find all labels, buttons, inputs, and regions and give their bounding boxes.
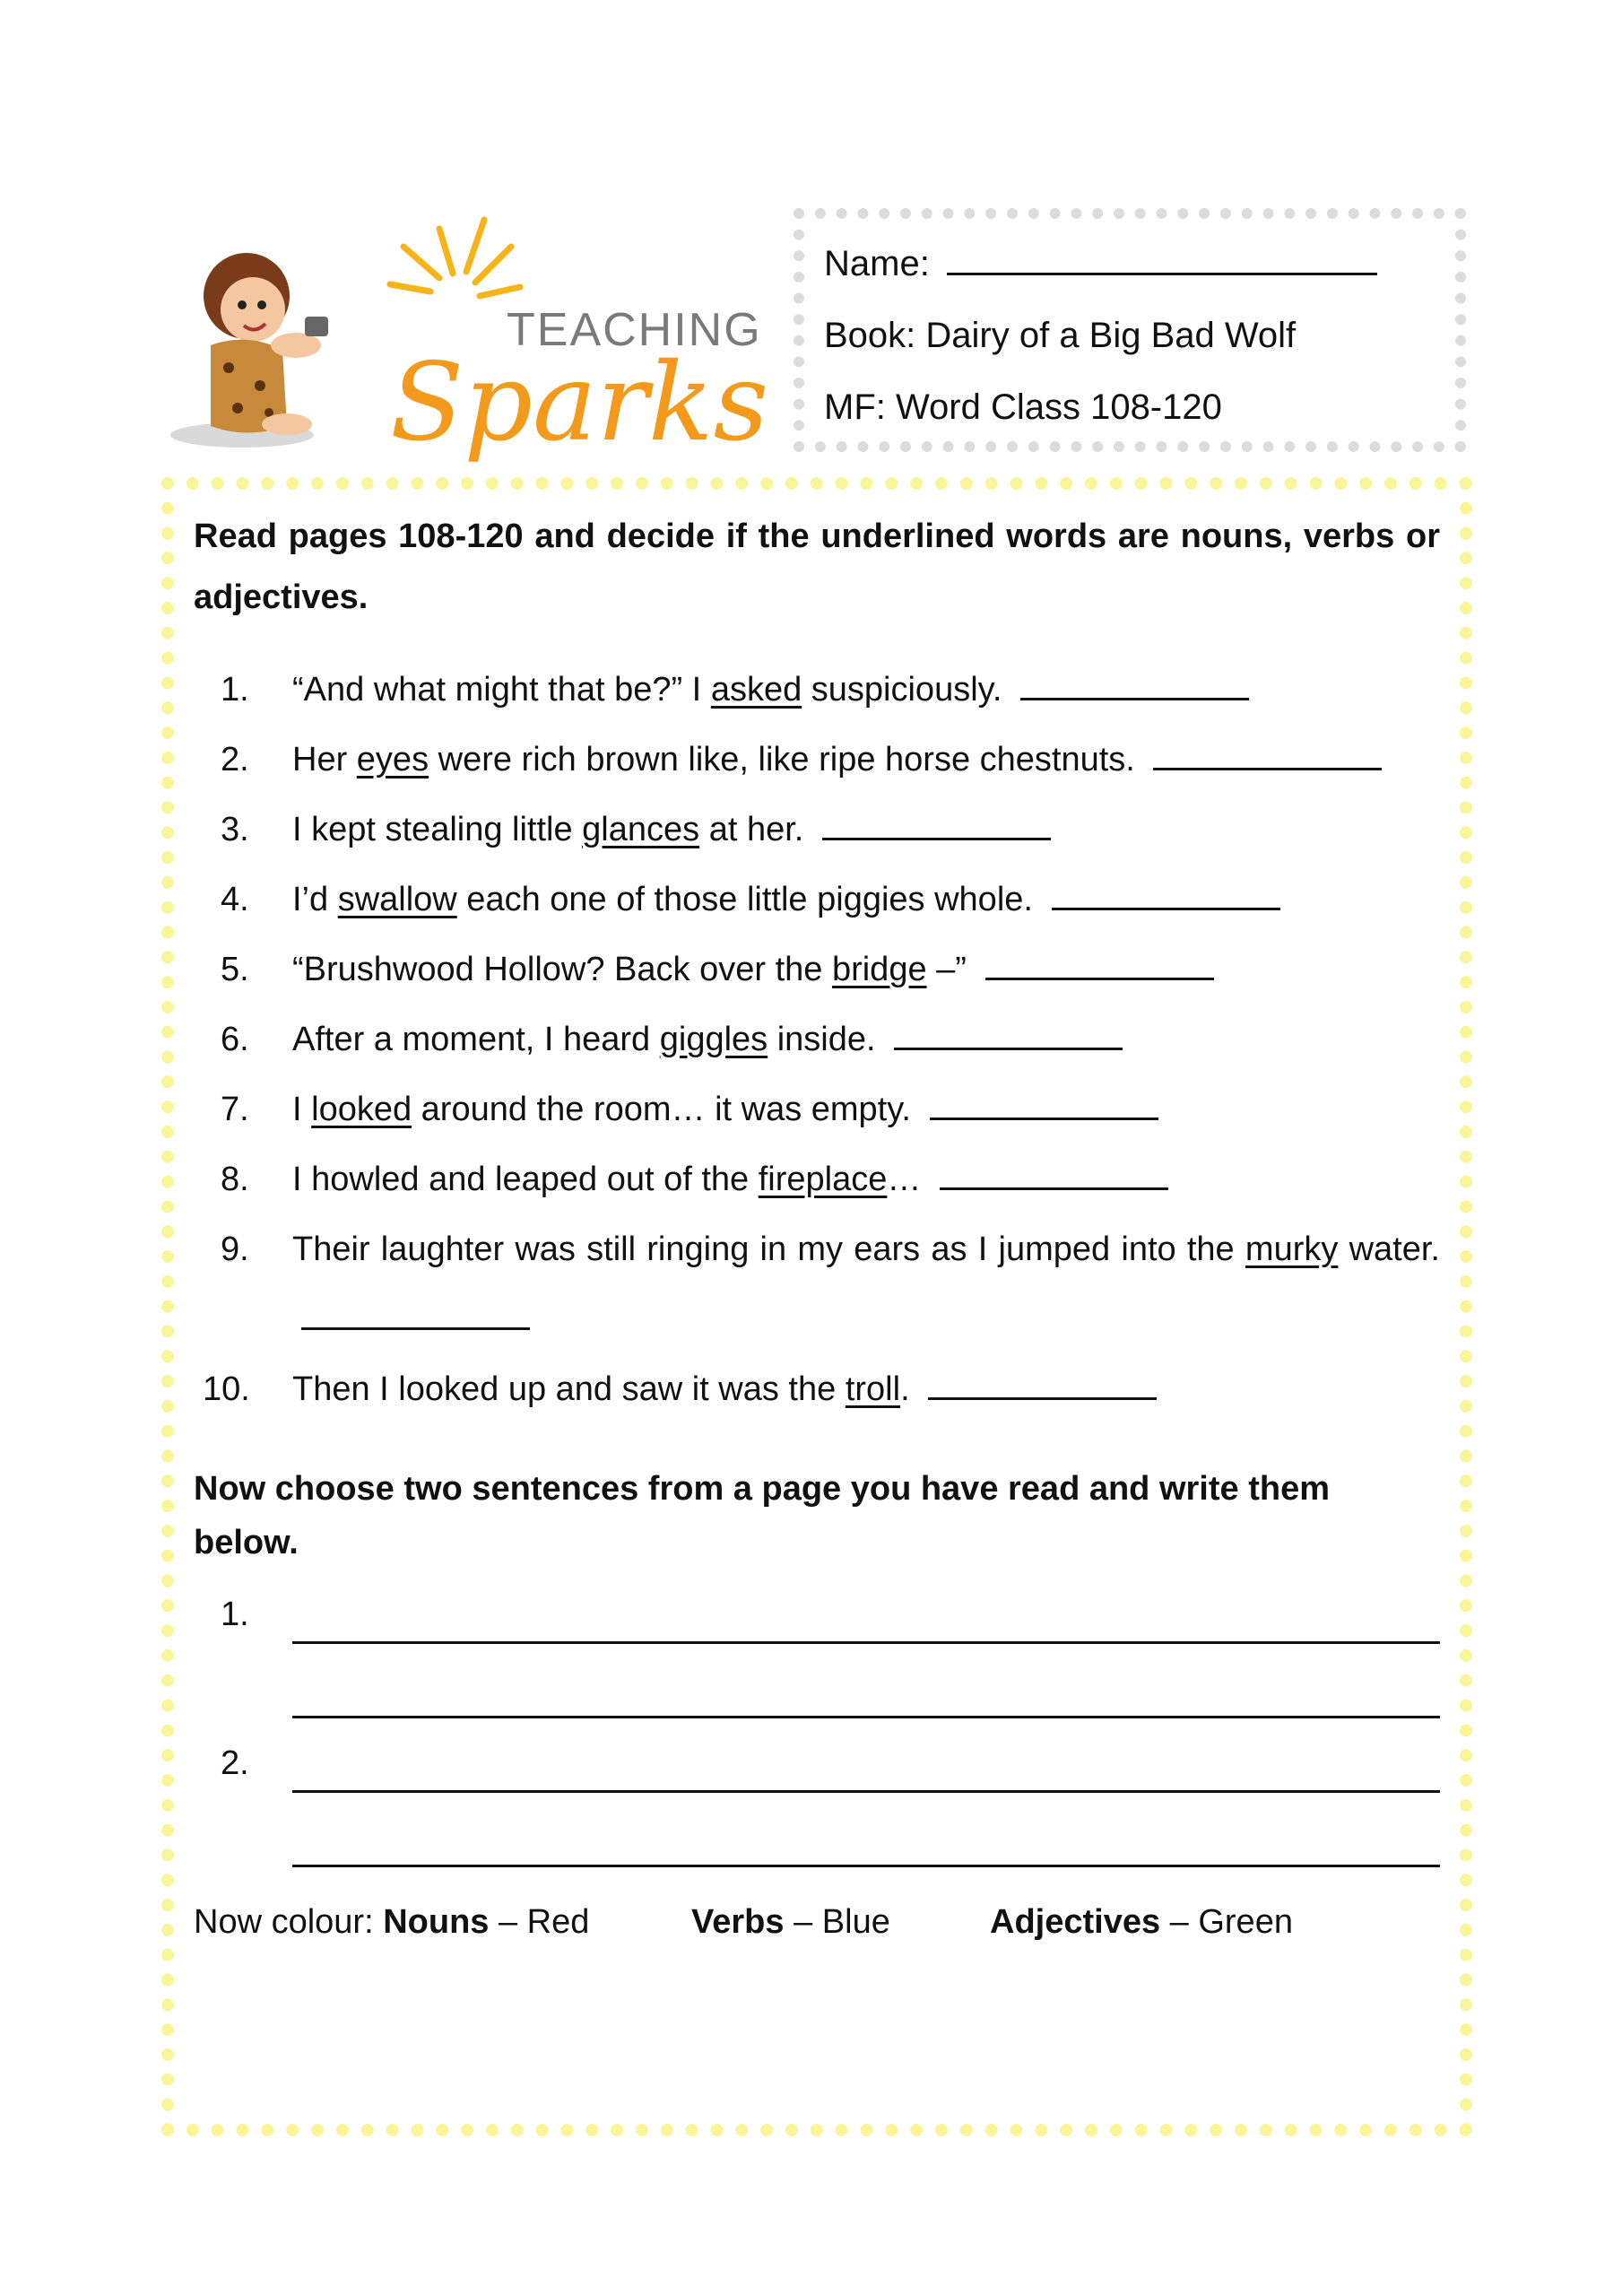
- instructions-text: Read pages 108-120 and decide if the underlined words are nouns, verbs or adjectives.: [194, 517, 1440, 616]
- name-label: Name:: [824, 244, 930, 283]
- nouns-label: Nouns: [383, 1903, 490, 1941]
- question-text-before: I howled and leaped out of the: [292, 1161, 759, 1198]
- underlined-word: asked: [710, 671, 802, 709]
- question-number: 5.: [221, 951, 249, 988]
- question-number: 6.: [221, 1021, 249, 1058]
- question-text-after: were rich brown like, like ripe horse chestnuts.: [429, 741, 1135, 778]
- question-text-after: water.: [1338, 1231, 1440, 1268]
- question-text-before: I kept stealing little: [292, 811, 583, 848]
- writing-line[interactable]: [221, 1570, 1440, 1644]
- question-text-after: each one of those little piggies whole.: [456, 881, 1033, 918]
- underlined-word: eyes: [356, 741, 429, 778]
- question-text-before: Their laughter was still ringing in my ears as I jumped into the: [292, 1231, 1245, 1268]
- sentence-number: 2.: [221, 1744, 249, 1782]
- question-text-after: around the room… it was empty.: [412, 1091, 911, 1128]
- colour-key-adjectives: [990, 1903, 1293, 1942]
- question-text-after: …: [887, 1161, 922, 1198]
- section-two-heading: Now choose two sentences from a page you have read and write them below.: [194, 1470, 1330, 1561]
- question-item: [194, 795, 1440, 865]
- caveman-character-icon: [204, 253, 328, 435]
- question-item: [194, 1144, 1440, 1214]
- answer-field[interactable]: [928, 1370, 1157, 1400]
- underlined-word: murky: [1245, 1231, 1339, 1268]
- question-item: [194, 655, 1440, 725]
- answer-field[interactable]: [1153, 741, 1382, 770]
- underlined-word: giggles: [659, 1021, 768, 1058]
- question-text-after: .: [900, 1370, 910, 1408]
- question-text-before: “And what might that be?” I: [292, 671, 711, 709]
- answer-field[interactable]: [985, 951, 1214, 980]
- writing-line[interactable]: [221, 1718, 1440, 1793]
- colour-prefix: Now colour:: [194, 1903, 384, 1941]
- question-item: [194, 865, 1440, 935]
- nouns-colour: – Red: [489, 1903, 590, 1941]
- answer-field[interactable]: [930, 1091, 1158, 1120]
- question-text-before: Her: [292, 741, 357, 778]
- sentence-number: 1.: [221, 1596, 249, 1633]
- adjectives-label: Adjectives: [990, 1903, 1161, 1941]
- question-number: 1.: [221, 671, 249, 709]
- question-item: [194, 725, 1440, 795]
- underlined-word: swallow: [337, 881, 457, 918]
- logo-sparks-text: Sparks: [390, 341, 769, 462]
- underlined-word: fireplace: [758, 1161, 888, 1198]
- question-number: 10.: [203, 1370, 250, 1408]
- question-number: 4.: [221, 881, 249, 918]
- answer-field[interactable]: [1020, 671, 1249, 700]
- adjectives-colour: – Green: [1160, 1903, 1293, 1941]
- question-text-after: suspiciously.: [802, 671, 1002, 709]
- answer-field[interactable]: [894, 1021, 1123, 1050]
- colour-key-verbs: [691, 1903, 890, 1942]
- question-text-before: “Brushwood Hollow? Back over the: [292, 951, 832, 988]
- question-item: [194, 1214, 1440, 1354]
- logo-teaching-text: TEACHING: [507, 304, 762, 356]
- question-number: 8.: [221, 1161, 249, 1198]
- verbs-colour: – Blue: [784, 1903, 890, 1941]
- writing-line[interactable]: [292, 1644, 1440, 1718]
- underlined-word: bridge: [831, 951, 927, 988]
- worksheet-box: [161, 477, 1472, 2136]
- question-text-before: I’d: [292, 881, 338, 918]
- name-field[interactable]: [947, 248, 1377, 275]
- verbs-label: Verbs: [691, 1903, 785, 1941]
- question-number: 3.: [221, 811, 249, 848]
- question-text-after: inside.: [768, 1021, 876, 1058]
- question-text-before: After a moment, I heard: [292, 1021, 660, 1058]
- book-label: Book: Dairy of a Big Bad Wolf: [824, 316, 1297, 355]
- answer-field[interactable]: [822, 811, 1051, 840]
- colour-key-nouns: [194, 1903, 589, 1942]
- answer-field[interactable]: [301, 1300, 530, 1330]
- question-number: 9.: [221, 1231, 249, 1268]
- question-number: 7.: [221, 1091, 249, 1128]
- teaching-sparks-logo: [161, 211, 771, 462]
- answer-field[interactable]: [940, 1161, 1168, 1190]
- question-item: [194, 1354, 1440, 1424]
- question-text-after: at her.: [699, 811, 804, 848]
- spark-rays-icon: [390, 220, 520, 296]
- question-item: [194, 935, 1440, 1004]
- name-row: [824, 228, 1436, 300]
- underlined-word: looked: [311, 1091, 412, 1128]
- answer-field[interactable]: [1052, 881, 1280, 910]
- question-item: [194, 1004, 1440, 1074]
- question-list: [194, 655, 1440, 1424]
- colour-key: [194, 1903, 1440, 1948]
- question-item: [194, 1074, 1440, 1144]
- question-text-after: –”: [926, 951, 967, 988]
- underlined-word: troll: [845, 1370, 901, 1408]
- question-number: 2.: [221, 741, 249, 778]
- writing-line[interactable]: [292, 1793, 1440, 1867]
- question-text-before: I: [292, 1091, 312, 1128]
- mf-label: MF: Word Class 108-120: [824, 387, 1222, 427]
- info-box: [794, 208, 1466, 452]
- underlined-word: glances: [582, 811, 700, 848]
- question-text-before: Then I looked up and saw it was the: [292, 1370, 846, 1408]
